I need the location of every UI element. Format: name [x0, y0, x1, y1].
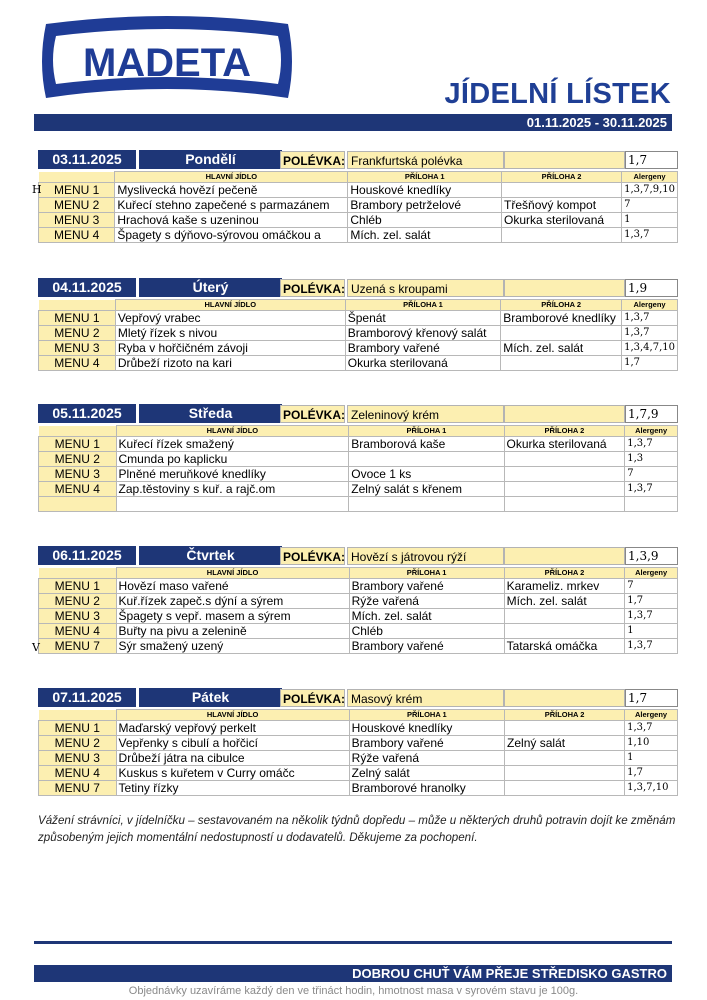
header-spacer [39, 300, 116, 311]
day-date: 03.11.2025 [38, 150, 136, 169]
menu-number: MENU 2 [39, 594, 117, 609]
allergens: 1,7 [622, 356, 678, 371]
day-header [38, 150, 678, 170]
menu-number: MENU 4 [39, 482, 117, 497]
main-dish: Maďarský vepřový perkelt [116, 721, 349, 736]
side-dish-1: Okurka sterilovaná [345, 356, 500, 371]
soup-label: POLÉVKA: [280, 405, 345, 423]
allergens: 1,10 [625, 736, 678, 751]
allergens: 1,3,7 [622, 311, 678, 326]
menu-number: MENU 1 [39, 183, 115, 198]
col-header-side2: PŘÍLOHA 2 [504, 426, 625, 437]
col-header-main: HLAVNÍ JÍDLO [115, 300, 345, 311]
menu-row [39, 341, 678, 356]
allergens: 1 [625, 751, 678, 766]
day-name: Pondělí [139, 150, 282, 169]
allergens: 1,3,7 [625, 721, 678, 736]
side-dish-2 [505, 721, 625, 736]
main-dish: Vepřový vrabec [115, 311, 345, 326]
main-dish: Špagety s dýňovo-sýrovou omáčkou a [115, 228, 348, 243]
allergens: 1,3,7,9,10 [622, 183, 678, 198]
side-dish-2: Třešňový kompot [502, 198, 622, 213]
menu-row [39, 482, 678, 497]
menu-row [39, 594, 678, 609]
side-dish-1: Brambory vařené [349, 579, 504, 594]
side-dish-1: Brambory vařené [349, 639, 504, 654]
logo-emblem [36, 14, 298, 106]
side-dish-1: Rýže vařená [349, 594, 504, 609]
page-title: JÍDELNÍ LÍSTEK [444, 78, 671, 110]
col-header-side1: PŘÍLOHA 1 [348, 172, 502, 183]
side-dish-1: Brambory vařené [349, 736, 504, 751]
soup-name: Uzená s kroupami [347, 279, 504, 297]
day-block [38, 688, 678, 795]
main-dish: Špagety s vepř. masem a sýrem [116, 609, 349, 624]
allergens: 7 [622, 198, 678, 213]
main-dish [116, 497, 349, 512]
day-block [32, 150, 678, 242]
day-name: Středa [139, 404, 282, 423]
menu-table [38, 299, 678, 371]
header-spacer [39, 172, 115, 183]
menu-number: MENU 3 [39, 467, 117, 482]
col-header-side1: PŘÍLOHA 1 [345, 300, 500, 311]
menu-row [39, 228, 678, 243]
menu-row [39, 497, 678, 512]
menu-number: MENU 3 [39, 213, 115, 228]
menu-number: MENU 7 [39, 639, 117, 654]
col-header-side1: PŘÍLOHA 1 [349, 426, 504, 437]
menu-row [39, 781, 678, 796]
side-dish-2 [501, 326, 622, 341]
row-marker: V [32, 640, 40, 654]
day-header [38, 688, 678, 708]
column-header-row [39, 172, 678, 183]
main-dish: Ryba v hořčičném závoji [115, 341, 345, 356]
side-dish-1: Zelný salát s křenem [349, 482, 504, 497]
menu-table [38, 171, 678, 243]
menu-number: MENU 1 [39, 311, 116, 326]
allergens: 1,3,7 [625, 639, 678, 654]
soup-allergens: 1,9 [625, 279, 678, 297]
allergens: 1,3,7,10 [625, 781, 678, 796]
menu-table [38, 425, 678, 512]
column-header-row [39, 568, 678, 579]
soup-name: Frankfurtská polévka [347, 151, 504, 169]
menu-row [39, 452, 678, 467]
allergens: 1,3,7 [622, 326, 678, 341]
main-dish: Vepřenky s cibulí a hořčicí [116, 736, 349, 751]
side-dish-2 [504, 452, 625, 467]
side-dish-1: Bramborový křenový salát [345, 326, 500, 341]
side-dish-2 [504, 497, 625, 512]
main-dish: Kuřecí řízek smažený [116, 437, 349, 452]
side-dish-2: Okurka sterilovaná [504, 437, 625, 452]
col-header-allergens: Alergeny [625, 568, 678, 579]
day-name: Čtvrtek [139, 546, 282, 565]
header-spacer [39, 568, 117, 579]
soup-extra-cell [504, 689, 625, 707]
allergens: 1,3,7 [622, 228, 678, 243]
side-dish-2: Karameliz. mrkev [504, 579, 625, 594]
side-dish-1: Mích. zel. salát [348, 228, 502, 243]
main-dish: Drůbeží rizoto na kari [115, 356, 345, 371]
menu-row [39, 183, 678, 198]
allergens: 1,3,7 [625, 482, 678, 497]
col-header-main: HLAVNÍ JÍDLO [115, 172, 348, 183]
soup-allergens: 1,7 [625, 151, 678, 169]
menu-row [39, 639, 678, 654]
menu-number: MENU 4 [39, 228, 115, 243]
side-dish-2 [505, 781, 625, 796]
side-dish-2: Bramborové knedlíky [501, 311, 622, 326]
side-dish-1: Brambory vařené [345, 341, 500, 356]
menu-row [39, 579, 678, 594]
menu-row [39, 326, 678, 341]
allergens [625, 497, 678, 512]
side-dish-2 [502, 228, 622, 243]
day-name: Úterý [139, 278, 282, 297]
side-dish-2 [505, 766, 625, 781]
menu-number: MENU 3 [39, 751, 117, 766]
allergens: 1,3,4,7,10 [622, 341, 678, 356]
menu-number: MENU 2 [39, 326, 116, 341]
side-dish-2 [504, 624, 625, 639]
col-header-allergens: Alergeny [622, 300, 678, 311]
footer-bar [34, 965, 672, 982]
main-dish: Drůbeží játra na cibulce [116, 751, 349, 766]
col-header-allergens: Alergeny [625, 710, 678, 721]
col-header-allergens: Alergeny [625, 426, 678, 437]
logo-text: MADETA [82, 41, 252, 85]
day-block [38, 278, 678, 370]
col-header-side2: PŘÍLOHA 2 [502, 172, 622, 183]
side-dish-1: Brambory petrželové [348, 198, 502, 213]
menu-row [39, 736, 678, 751]
soup-allergens: 1,3,9 [625, 547, 678, 565]
side-dish-2 [504, 482, 625, 497]
menu-number: MENU 2 [39, 198, 115, 213]
soup-allergens: 1,7,9 [625, 405, 678, 423]
menu-row [39, 721, 678, 736]
menu-row [39, 751, 678, 766]
allergens: 1,3,7 [625, 609, 678, 624]
main-dish: Plněné meruňkové knedlíky [116, 467, 349, 482]
allergens: 1 [625, 624, 678, 639]
side-dish-2 [504, 467, 625, 482]
menu-number: MENU 1 [39, 437, 117, 452]
column-header-row [39, 426, 678, 437]
date-range-bar [34, 114, 672, 131]
menu-number: MENU 1 [39, 579, 117, 594]
main-dish: Zap.těstoviny s kuř. a rajč.om [116, 482, 349, 497]
main-dish: Tetiny řízky [116, 781, 349, 796]
menu-table [38, 709, 678, 796]
side-dish-1: Zelný salát [349, 766, 504, 781]
soup-extra-cell [504, 151, 625, 169]
footer-text: DOBROU CHUŤ VÁM PŘEJE STŘEDISKO GASTRO [352, 966, 667, 981]
allergens: 7 [625, 579, 678, 594]
side-dish-1: Špenát [345, 311, 500, 326]
main-dish: Sýr smažený uzený [116, 639, 349, 654]
day-header [38, 546, 678, 566]
menu-number: MENU 3 [39, 609, 117, 624]
menu-row [39, 213, 678, 228]
day-header [38, 404, 678, 424]
menu-row [39, 766, 678, 781]
day-date: 05.11.2025 [38, 404, 136, 423]
side-dish-2: Mích. zel. salát [504, 594, 625, 609]
menu-number: MENU 4 [39, 624, 117, 639]
side-dish-1 [349, 452, 504, 467]
soup-extra-cell [504, 279, 625, 297]
allergens: 1,3,7 [625, 437, 678, 452]
column-header-row [39, 710, 678, 721]
col-header-side2: PŘÍLOHA 2 [504, 568, 625, 579]
side-dish-1: Mích. zel. salát [349, 609, 504, 624]
divider-line [34, 941, 672, 944]
menu-number: MENU 1 [39, 721, 117, 736]
side-dish-1 [349, 497, 504, 512]
col-header-side1: PŘÍLOHA 1 [349, 568, 504, 579]
col-header-main: HLAVNÍ JÍDLO [116, 568, 349, 579]
main-dish: Kuskus s kuřetem v Curry omáčc [116, 766, 349, 781]
main-dish: Myslivecká hovězí pečeně [115, 183, 348, 198]
allergens: 1,7 [625, 766, 678, 781]
menu-number: MENU 7 [39, 781, 117, 796]
side-dish-2 [502, 183, 622, 198]
day-block [38, 404, 678, 496]
soup-label: POLÉVKA: [280, 279, 345, 297]
day-date: 07.11.2025 [38, 688, 136, 707]
menu-number: MENU 2 [39, 452, 117, 467]
main-dish: Mletý řízek s nivou [115, 326, 345, 341]
madeta-logo [36, 14, 298, 106]
notice-text: Vážení strávníci, v jídelníčku – sestavovaném na několik týdnů dopředu – může u některých druhů potravin dojít ke změnám způsobeným jejich momentální nedostupností u dodavatelů. Děkujeme za pochopení. [38, 814, 676, 844]
col-header-side2: PŘÍLOHA 2 [501, 300, 622, 311]
col-header-side2: PŘÍLOHA 2 [505, 710, 625, 721]
side-dish-1: Ovoce 1 ks [349, 467, 504, 482]
main-dish: Kuř.řízek zapeč.s dýní a sýrem [116, 594, 349, 609]
side-dish-1: Houskové knedlíky [348, 183, 502, 198]
menu-row [39, 467, 678, 482]
col-header-main: HLAVNÍ JÍDLO [116, 710, 349, 721]
allergens: 1,7 [625, 594, 678, 609]
side-dish-2: Zelný salát [505, 736, 625, 751]
side-dish-1: Bramborová kaše [349, 437, 504, 452]
col-header-allergens: Alergeny [622, 172, 678, 183]
soup-label: POLÉVKA: [280, 689, 345, 707]
column-header-row [39, 300, 678, 311]
day-block [32, 546, 678, 654]
side-dish-2: Mích. zel. salát [501, 341, 622, 356]
menu-number [39, 497, 117, 512]
allergens: 7 [625, 467, 678, 482]
side-dish-2: Tatarská omáčka [504, 639, 625, 654]
menu-number: MENU 4 [39, 356, 116, 371]
side-dish-2 [505, 751, 625, 766]
soup-extra-cell [504, 547, 625, 565]
side-dish-1: Houskové knedlíky [349, 721, 504, 736]
day-date: 04.11.2025 [38, 278, 136, 297]
main-dish: Hrachová kaše s uzeninou [115, 213, 348, 228]
side-dish-1: Chléb [348, 213, 502, 228]
day-date: 06.11.2025 [38, 546, 136, 565]
side-dish-1: Bramborové hranolky [349, 781, 504, 796]
order-footnote: Objednávky uzavíráme každý den ve třináct hodin, hmotnost masa v syrovém stavu je 100g. [128, 985, 579, 997]
menu-number: MENU 2 [39, 736, 117, 751]
menu-row [39, 437, 678, 452]
col-header-side1: PŘÍLOHA 1 [349, 710, 504, 721]
side-dish-1: Chléb [349, 624, 504, 639]
soup-name: Masový krém [347, 689, 504, 707]
menu-row [39, 624, 678, 639]
main-dish: Kuřecí stehno zapečené s parmazánem [115, 198, 348, 213]
main-dish: Buřty na pivu a zelenině [116, 624, 349, 639]
soup-name: Zeleninový krém [347, 405, 504, 423]
allergens: 1,3 [625, 452, 678, 467]
menu-row [39, 198, 678, 213]
menu-row [39, 609, 678, 624]
soup-extra-cell [504, 405, 625, 423]
soup-name: Hovězí s játrovou rýží [347, 547, 504, 565]
menu-table [38, 567, 678, 654]
menu-row [39, 356, 678, 371]
header-spacer [39, 710, 117, 721]
date-range: 01.11.2025 - 30.11.2025 [526, 115, 667, 130]
day-header [38, 278, 678, 298]
menu-number: MENU 3 [39, 341, 116, 356]
side-dish-2 [504, 609, 625, 624]
soup-allergens: 1,7 [625, 689, 678, 707]
main-dish: Hovězí maso vařené [116, 579, 349, 594]
soup-label: POLÉVKA: [280, 151, 345, 169]
side-dish-2 [501, 356, 622, 371]
col-header-main: HLAVNÍ JÍDLO [116, 426, 349, 437]
row-marker: H [32, 183, 42, 196]
side-dish-2: Okurka sterilovaná [502, 213, 622, 228]
allergens: 1 [622, 213, 678, 228]
day-name: Pátek [139, 688, 282, 707]
soup-label: POLÉVKA: [280, 547, 345, 565]
main-dish: Cmunda po kaplicku [116, 452, 349, 467]
side-dish-1: Rýže vařená [349, 751, 504, 766]
menu-row [39, 311, 678, 326]
header-spacer [39, 426, 117, 437]
menu-number: MENU 4 [39, 766, 117, 781]
